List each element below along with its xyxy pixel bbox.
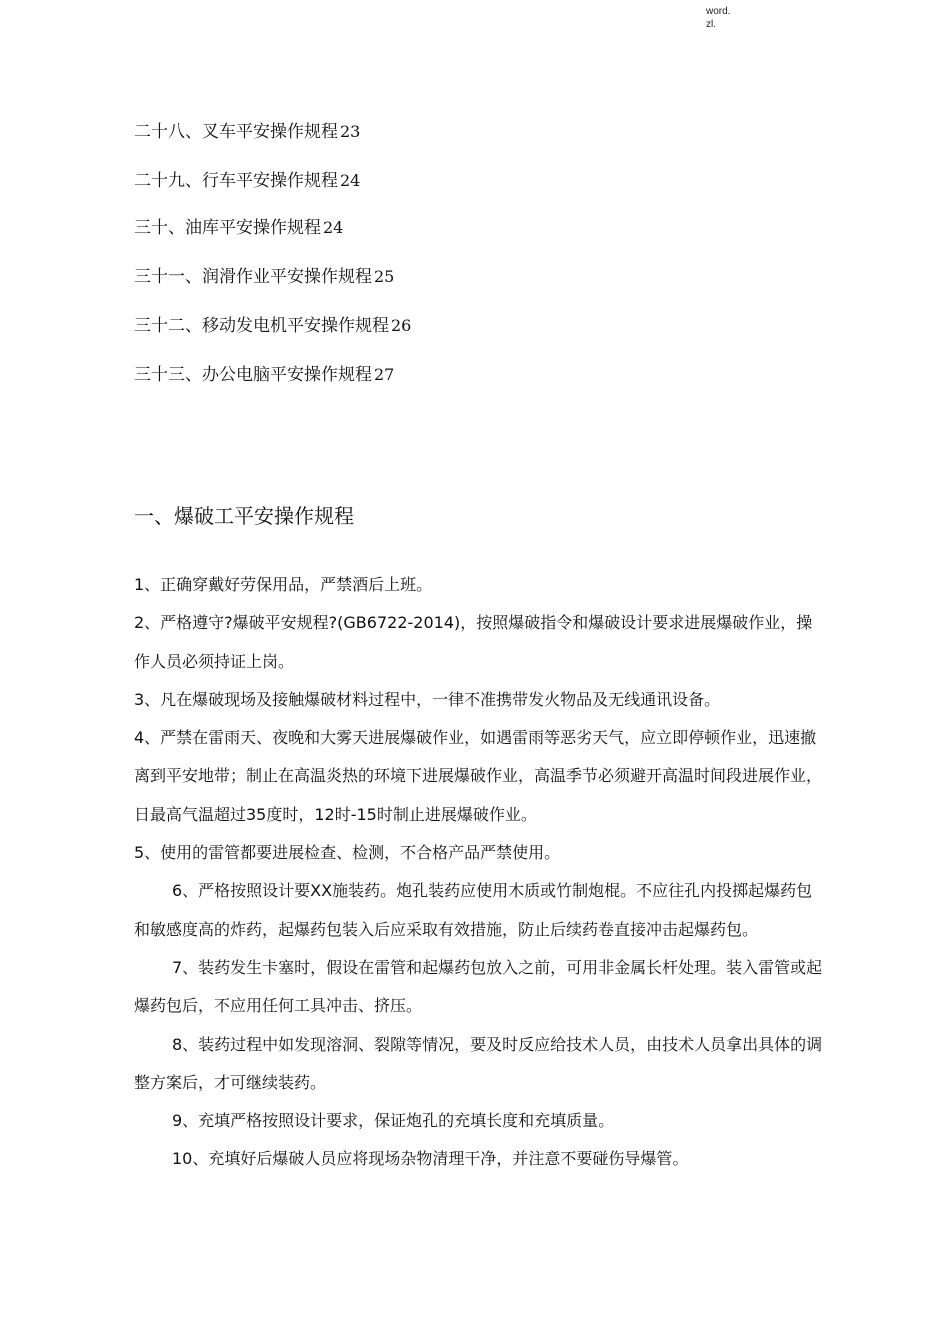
header-note-line: zl. <box>706 19 716 30</box>
toc-item-label: 三十二、移动发电机平安操作规程 <box>134 316 389 336</box>
toc-item-label: 三十、油库平安操作规程 <box>134 218 321 238</box>
paragraph: 6、严格按照设计要XX施装药。炮孔装药应使用木质或竹制炮棍。不应往孔内投掷起爆药包和敏感度高的炸药，起爆药包装入后应采取有效措施，防止后续药卷直接冲击起爆药包。 <box>134 881 813 939</box>
paragraph: 1、正确穿戴好劳保用品，严禁酒后上班。 <box>134 575 433 594</box>
toc-item[interactable] <box>134 169 834 193</box>
toc-item-page: 23 <box>340 122 361 141</box>
toc-item-page: 27 <box>374 365 395 384</box>
toc-item-page: 24 <box>340 171 361 190</box>
toc-item-label: 二十八、叉车平安操作规程 <box>134 122 338 142</box>
toc-item-page: 25 <box>374 267 395 286</box>
toc-item[interactable] <box>134 120 834 144</box>
section-title: 一、爆破工平安操作规程 <box>134 504 354 528</box>
table-of-contents <box>134 120 834 387</box>
toc-item[interactable] <box>134 216 834 240</box>
paragraph: 9、充填严格按照设计要求，保证炮孔的充填长度和充填质量。 <box>172 1111 615 1131</box>
toc-item-page: 26 <box>391 316 412 335</box>
paragraph: 3、凡在爆破现场及接触爆破材料过程中，一律不准携带发火物品及无线通讯设备。 <box>134 689 721 709</box>
toc-item-label: 三十一、润滑作业平安操作规程 <box>134 267 372 287</box>
header-note <box>706 5 730 31</box>
paragraph: 4、严禁在雷雨天、夜晚和大雾天进展爆破作业，如遇雷雨等恶劣天气，应立即停顿作业，迅速撤离到平安地带；制止在高温炎热的环境下进展爆破作业，高温季节必须避开高温时间段进展作业，日最高气温超过35度时，12时-15时制止进展爆破作业。 <box>134 728 823 824</box>
toc-item-label: 三十三、办公电脑平安操作规程 <box>134 365 372 385</box>
paragraph: 7、装药发生卡塞时，假设在雷管和起爆药包放入之前，可用非金属长杆处理。装入雷管或起爆药包后，不应用任何工具冲击、挤压。 <box>134 957 823 1016</box>
header-note-line: word. <box>706 6 731 17</box>
toc-item[interactable] <box>134 363 834 387</box>
paragraph: 8、装药过程中如发现溶洞、裂隙等情况，要及时反应给技术人员，由技术人员拿出具体的调整方案后，才可继续装药。 <box>134 1034 823 1092</box>
toc-item[interactable] <box>134 265 834 289</box>
paragraph: 10、充填好后爆破人员应将现场杂物清理干净，并注意不要碰伤导爆管。 <box>172 1149 689 1169</box>
document-body <box>134 566 824 1179</box>
paragraph: 5、使用的雷管都要进展检查、检测，不合格产品严禁使用。 <box>134 843 561 863</box>
paragraph: 2、严格遵守?爆破平安规程?(GB6722-2014)，按照爆破指令和爆破设计要求进展爆破作业，操作人员必须持证上岗。 <box>134 613 813 671</box>
toc-item-label: 二十九、行车平安操作规程 <box>134 171 338 191</box>
toc-item-page: 24 <box>323 218 344 237</box>
toc-item[interactable] <box>134 314 834 338</box>
